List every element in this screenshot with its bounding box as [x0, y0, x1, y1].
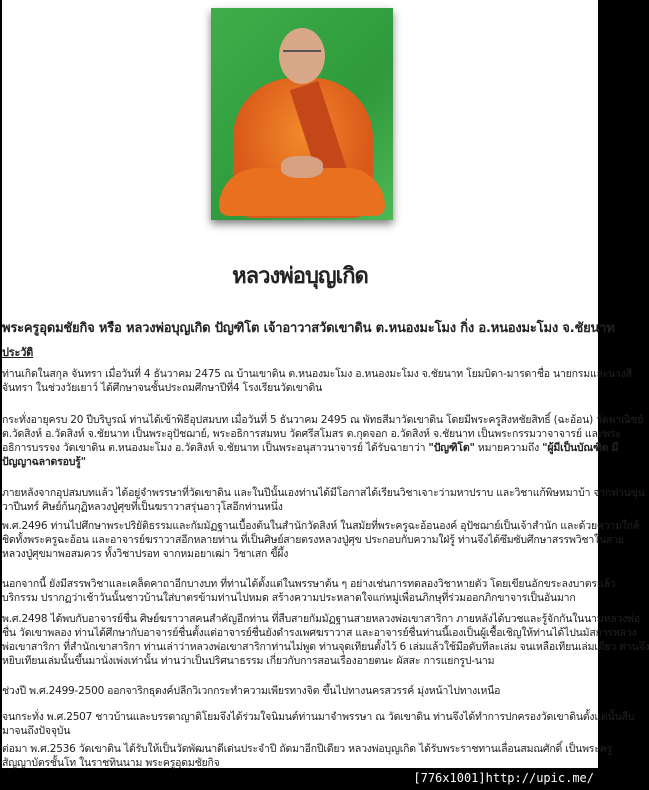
heading: พระครูอุดมชัยกิจ หรือ หลวงพ่อบุญเกิด ปัญฑิโต เจ้าอาวาสวัดเขาดิน ต.หนองมะโมง กิ่ง อ.หนองมะโมง จ.ชัยนาท [2, 321, 615, 336]
text-line: ปัญญาฉลาดรอบรู้" [2, 456, 86, 468]
text-line: พ.ศ.2498 ได้พบกับอาจารย์ชื่น ศิษย์ฆราวาสคนสำคัญอีกท่าน ที่สืบสายกัมมัฏฐานสายหลวงพ่อเขาสาริกา ภายหลังได้บวชและรู้จักกันในนามหลวงพ่อ [2, 613, 640, 625]
text-line: หลวงปู่ศุขมาพอสมควร ทั้งวิชาปรอท จากหมอยาเฒ่า วิชาเสก ขี้ผึ้ง [2, 548, 289, 560]
text-line: ช่วงปี พ.ศ.2499-2500 ออกจาริกธุดงค์ปลีกวิเวกกระทำความเพียรทางจิต ขึ้นไปทางนครสวรรค์ มุ่งหน้าไปทางเหนือ [2, 685, 501, 697]
text-line: อธิการบรรจง วัดเขาดิน ต.หนองมะโมง อ.วัดสิงห์ จ.ชัยนาท เป็นพระอนุสาวนาจารย์ ได้รับฉายาว่า "ปัญฑิโต" หมายความถึง "ผู้มีเป็นบัณฑิต มี [2, 442, 619, 454]
image-host-footer: [776x1001]http://upic.me/ [413, 771, 594, 785]
text-line: วาปีนทร์ ศิษย์ก้นกุฏิหลวงปู่ศุขที่เป็นฆราวาสรุ่นอาวุโสอีกท่านหนึ่ง [2, 501, 283, 513]
section-title: ประวัติ [2, 346, 34, 359]
text-line: บริกรรม ปรากฏว่าเช้าวันนั้นชาวบ้านใส่บาตรข้ามท่านไปหมด สร้างความประหลาดใจแก่หมู่เพื่อนภิกษุที่ร่วมออกภิกขาจารเป็นอันมาก [2, 592, 576, 604]
monk-photo [211, 8, 393, 220]
text-line: ต.วัดสิงห์ อ.วัดสิงห์ จ.ชัยนาท เป็นพระอุปัชฌาย์, พระอธิการสมหบ วัดศรีสโมสร ต.กุดจอก อ.วัดสิงห์ จ.ชัยนาท เป็นพระกรรมวาจาจารย์ และพระ [2, 428, 621, 440]
document-page [2, 0, 649, 769]
text-line: ภายหลังจากอุปสมบทแล้ว ได้อยู่จำพรรษาที่วัดเขาดิน และในปีนั้นเองท่านได้มีโอกาสได้เรียนวิชาเจาะว่ามหาปราบ และวิชาแก้พิษหมาบ้า จากท่านขุน [2, 487, 645, 499]
text-line: นอกจากนี้ ยังมีสรรพวิชาและเคล็ดคาถาอีกบางบท ที่ท่านได้ตั้งแต่ในพรรษาต้น ๆ อย่างเช่นการทดลองวิชาหายตัว โดยเขียนอักขระลงบาตรแล้ว [2, 578, 616, 590]
text-line: หยิบเทียนเล่มนั้นขึ้นมานั่งเพ่งเท่านั้น ท่านว่าเป็นปริศนาธรรม เกี่ยวกับการสอนเรื่องอายตนะ ผัสสะ การแยกรูป-นาม [2, 655, 495, 667]
text-line: พ่อเขาสาริกา ที่สำนักเขาสาริกา ท่านเล่าว่าหลวงพ่อเขาสาริกาท่านไม่พูด ท่านจุดเทียนตั้งไว้ 6 เล่มแล้วใช้มือดับทีละเล่ม จนเหลือเทียนเล่มเดียว ท่านจึง [2, 641, 649, 653]
image-title: หลวงพ่อบุญเกิด [232, 264, 368, 289]
text-line: ชื่น วัดเขาพลอง ท่านได้ศึกษากับอาจารย์ชื่นตั้งแต่อาจารย์ชื่นยังดำรงเพศฆราวาส และอาจารย์ชื่นท่านนี้เองเป็นผู้เชื้อเชิญให้ท่านได้ไปนมัสการหลวง [2, 627, 637, 639]
text-line: จันทรา ในช่วงวัยเยาว์ ได้ศึกษาจนชั้นประถมศึกษาปีที่4 โรงเรียนวัดเขาดิน [2, 382, 323, 394]
text-line: ต่อมา พ.ศ.2536 วัดเขาดิน ได้รับให้เป็นวัดพัฒนาดีเด่นประจำปี ถัดมาอีกปีเดียว หลวงพ่อบุญเกิด ได้รับพระราชทานเลื่อนสมณศักดิ์ เป็นพระครู [2, 743, 612, 755]
text-line: พ.ศ.2496 ท่านไปศึกษาพระปริยัติธรรมและกัมมัฏฐานเบื้องต้นในสำนักวัดสิงห์ ในสมัยที่พระครูฉะอ้อนองค์ อุปัชฌาย์เป็นเจ้าสำนัก และด้วยความใกล้ [2, 520, 640, 532]
text-line: สัญญาบัตรชั้นโท ในราชทินนาม พระครูอุดมชัยกิจ [2, 757, 220, 769]
hands [281, 156, 323, 178]
text-line: มาจนถึงปัจจุบัน [2, 725, 71, 737]
text-line: จนกระทั่ง พ.ศ.2507 ชาวบ้านและบรรดาญาติโยมจึงได้ร่วมใจนิมนต์ท่านมาจำพรรษา ณ วัดเขาดิน ท่านจึงได้ทำการปกครองวัดเขาดินตั้งแต่นั้นสืบ [2, 711, 635, 723]
glasses [283, 50, 321, 60]
text-line: ท่านเกิดในสกุล จันทรา เมื่อวันที่ 4 ธันวาคม 2475 ณ บ้านเขาดิน ต.หนองมะโมง อ.หนองมะโมง จ.ชัยนาท โยมบิดา-มารดาชื่อ นายกรมและนางสี [2, 368, 632, 380]
text-line: ชิดทั้งพระครูฉะอ้อน และอาจารย์ฆราวาสอีกหลายท่าน ที่เป็นศิษย์สายตรงหลวงปู่ศุข ประกอบกับความใฝ่รู้ ท่านจึงได้ซึมซับศึกษาสรรพวิชาในสาย [2, 534, 624, 546]
text-line: กระทั่งอายุครบ 20 ปีบริบูรณ์ ท่านได้เข้าพิธีอุปสมบท เมื่อวันที่ 5 ธันวาคม 2495 ณ พัทธสีมาวัดเขาดิน โดยมีพระครูสิงหชัยสิทธิ์ (ฉะอ้อน) วัดพาณิชย์ [2, 414, 644, 426]
